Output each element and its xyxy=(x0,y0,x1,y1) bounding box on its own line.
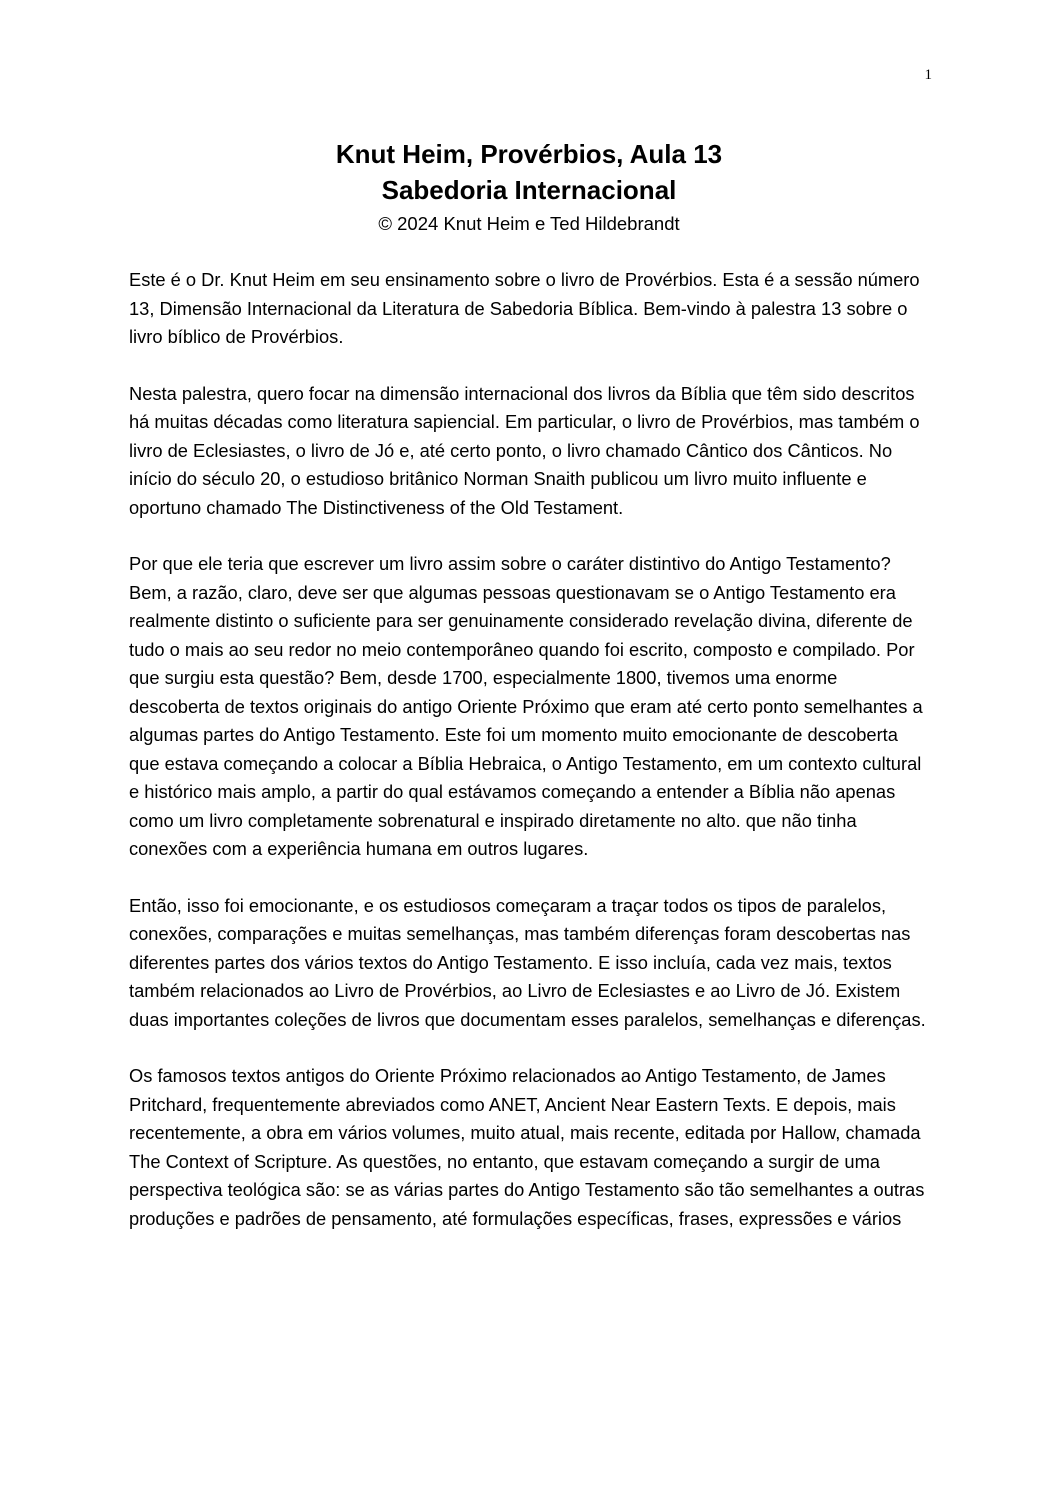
paragraph-5: Os famosos textos antigos do Oriente Próximo relacionados ao Antigo Testamento, de James Pritchard, frequentemente abreviados como ANET, Ancient Near Eastern Texts. E depois, mais recentemente, a obra em vários volumes, muito atual, mais recente, editada por Hallow, chamada The Context of Scripture. As questões, no entanto, que estavam começando a surgir de uma perspectiva teológica são: se as várias partes do Antigo Testamento são tão semelhantes a outras produções e padrões de pensamento, até formulações específicas, frases, expressões e vários xyxy=(129,1065,925,1229)
page-number: 1 xyxy=(924,67,932,83)
paragraph-1: Este é o Dr. Knut Heim em seu ensinamento sobre o livro de Provérbios. Esta é a sessão número 13, Dimensão Internacional da Literatura de Sabedoria Bíblica. Bem-vindo à palestra 13 sobre o livro bíblico de Provérbios. xyxy=(129,269,920,347)
document-title-line-2: Sabedoria Internacional xyxy=(381,175,677,205)
document-body xyxy=(129,266,929,1261)
document-header xyxy=(0,136,1058,237)
paragraph-3: Por que ele teria que escrever um livro assim sobre o caráter distintivo do Antigo Testamento? Bem, a razão, claro, deve ser que algumas pessoas questionavam se o Antigo Testamento era realmente distinto o suficiente para ser genuinamente considerado revelação divina, diferente de tudo o mais ao seu redor no meio contemporâneo quando foi escrito, composto e compilado. Por que surgiu esta questão? Bem, desde 1700, especialmente 1800, tivemos uma enorme descoberta de textos originais do antigo Oriente Próximo que eram até certo ponto semelhantes a algumas partes do Antigo Testamento. Este foi um momento muito emocionante de descoberta que estava começando a colocar a Bíblia Hebraica, o Antigo Testamento, em um contexto cultural e histórico mais amplo, a partir do qual estávamos começando a entender a Bíblia não apenas como um livro completamente sobrenatural e inspirado diretamente no alto. que não tinha conexões com a experiência humana em outros lugares. xyxy=(129,553,923,859)
paragraph-2: Nesta palestra, quero focar na dimensão internacional dos livros da Bíblia que têm sido descritos há muitas décadas como literatura sapiencial. Em particular, o livro de Provérbios, mas também o livro de Eclesiastes, o livro de Jó e, até certo ponto, o livro chamado Cântico dos Cânticos. No início do século 20, o estudioso britânico Norman Snaith publicou um livro muito influente e oportuno chamado The Distinctiveness of the Old Testament. xyxy=(129,382,920,518)
document-title-line-1: Knut Heim, Provérbios, Aula 13 xyxy=(335,139,723,169)
paragraph-4: Então, isso foi emocionante, e os estudiosos começaram a traçar todos os tipos de paralelos, conexões, comparações e muitas semelhanças, mas também diferenças foram descobertas nas diferentes partes dos vários textos do Antigo Testamento. E isso incluía, cada vez mais, textos também relacionados ao Livro de Provérbios, ao Livro de Eclesiastes e ao Livro de Jó. Existem duas importantes coleções de livros que documentam esses paralelos, semelhanças e diferenças. xyxy=(129,894,926,1030)
copyright-notice: © 2024 Knut Heim e Ted Hildebrandt xyxy=(378,213,680,234)
